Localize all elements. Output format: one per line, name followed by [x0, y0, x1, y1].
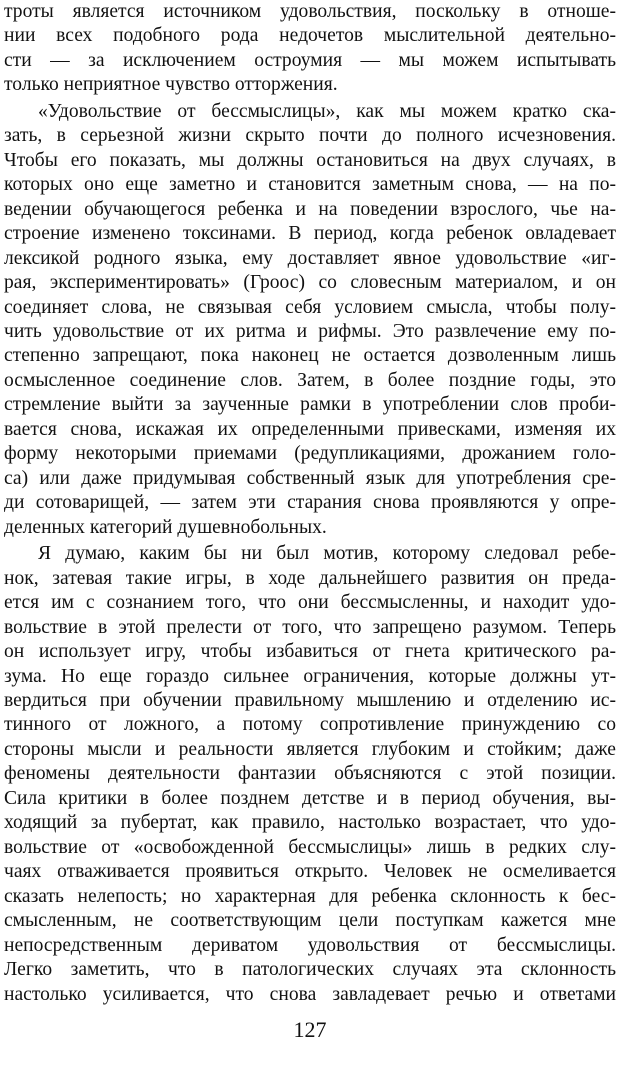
text-line: вольствие от «освобожденной бессмыслицы» лишь в редких слу-: [4, 836, 616, 858]
text-line: вается снова, искажая их определенными привесками, изменяя их: [4, 418, 616, 440]
text-line: зума. Но еще гораздо сильнее ограничения, которые должны ут-: [4, 665, 616, 687]
text-line: ется им с сознанием того, что они бессмысленны, и находит удо-: [4, 592, 616, 614]
text-line: сказать нелепость; но характерная для ребенка склонность к бес-: [4, 885, 616, 907]
text-line: са) или даже придумывая собственный язык для употребления сре-: [4, 467, 616, 489]
text-line: зать, в серьезной жизни скрыто почти до полного исчезновения.: [4, 125, 616, 147]
text-line: вердиться при обучении правильному мышлению и отделению ис-: [4, 689, 616, 711]
text-line: настолько усиливается, что снова завладевает речью и ответами: [4, 983, 616, 1005]
text-line: Сила критики в более позднем детстве и в период обучения, вы-: [4, 787, 616, 809]
text-line: деленных категорий душевнобольных.: [4, 516, 327, 538]
text-line: вольствие в этой прелести от того, что запрещено разумом. Теперь: [4, 616, 616, 638]
text-line: смысленным, не соответствующим цели поступкам кажется мне: [4, 910, 616, 932]
text-line: феномены деятельности фантазии объясняются с этой позиции.: [4, 763, 616, 785]
text-line: непосредственным дериватом удовольствия от бессмыслицы.: [4, 934, 616, 956]
text-line: лексикой родного языка, ему доставляет явное удовольствие «иг-: [4, 247, 616, 269]
text-line: стремление выйти за заученные рамки в употреблении слов проби-: [4, 394, 616, 416]
page-number: 127: [293, 1017, 327, 1042]
text-line: чить удовольствие от их ритма и рифмы. Это развлечение ему по-: [4, 321, 616, 343]
text-line: сти — за исключением остроумия — мы можем испытывать: [4, 49, 616, 71]
text-line: Легко заметить, что в патологических случаях эта склонность: [4, 959, 616, 981]
text-line: ди сотоварищей, — затем эти старания снова проявляются у опре-: [4, 492, 616, 514]
text-line: нии всех подобного рода недочетов мыслительной деятельно-: [4, 25, 616, 47]
text-line: которых оно еще заметно и становится заметным снова, — на по-: [4, 174, 616, 196]
text-line: чаях отваживается проявиться открыто. Человек не осмеливается: [4, 861, 616, 883]
text-line: степенно запрещают, пока наконец не остается дозволенным лишь: [4, 345, 616, 367]
text-line: он использует игру, чтобы избавиться от гнета критического ра-: [4, 641, 616, 663]
text-line: форму некоторыми приемами (редупликациями, дрожанием голо-: [4, 443, 616, 465]
text-line: только неприятное чувство отторжения.: [4, 74, 338, 96]
text-line: Я думаю, каким бы ни был мотив, которому следовал ребе-: [38, 543, 616, 565]
text-line: стороны мысли и реальности является глубоким и стойким; даже: [4, 738, 616, 760]
text-line: Чтобы его показать, мы должны остановиться на двух случаях, в: [4, 149, 616, 171]
text-line: нок, затевая такие игры, в ходе дальнейшего развития он преда-: [4, 567, 616, 589]
text-line: осмысленное соединение слов. Затем, в более поздние годы, это: [4, 369, 616, 391]
text-line: троты является источником удовольствия, поскольку в отноше-: [4, 1, 616, 22]
text-line: ведении обучающегося ребенка и на поведении взрослого, чье на-: [4, 198, 616, 220]
text-line: ходящий за пубертат, как правило, настолько возрастает, что удо-: [4, 812, 616, 834]
text-line: строение изменено токсинами. В период, когда ребенок овладевает: [4, 223, 616, 245]
text-line: «Удовольствие от бессмыслицы», как мы можем кратко ска-: [38, 100, 616, 122]
text-line: рая, экспериментировать» (Гроос) со словесным материалом, и он: [4, 272, 616, 294]
text-line: тинного от ложного, а потому сопротивление принуждению со: [4, 714, 616, 736]
text-line: соединяет слова, не связывая себя условием смысла, чтобы полу-: [4, 296, 616, 318]
